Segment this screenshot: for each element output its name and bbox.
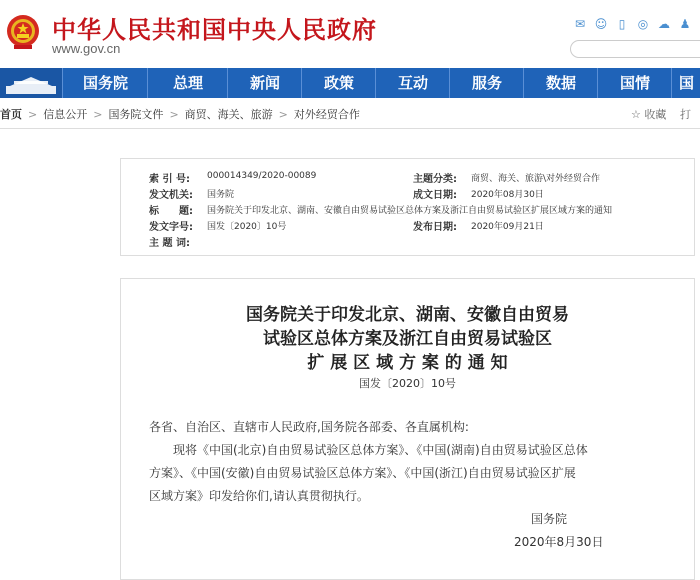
pubdate-label: 发布日期: xyxy=(413,222,457,233)
collect-button[interactable]: ☆ 收藏 xyxy=(631,108,667,121)
site-header xyxy=(0,0,700,68)
tiananmen-icon xyxy=(0,68,62,98)
print-button[interactable]: 打 xyxy=(680,108,691,121)
mail-icon[interactable]: ✉ xyxy=(574,17,586,31)
nav-item-guoqing[interactable]: 国情 xyxy=(597,68,672,98)
breadcrumb-separator: > xyxy=(28,108,38,121)
index-label: 索 引 号: xyxy=(149,174,190,185)
nav-item-hudong[interactable]: 互动 xyxy=(375,68,450,98)
top-icons xyxy=(573,17,692,31)
title-label: 标 题: xyxy=(149,206,193,217)
site-title[interactable]: 中华人民共和国中央人民政府 xyxy=(52,16,377,44)
breadcrumb-shangmao[interactable]: 商贸、海关、旅游 xyxy=(184,108,273,121)
site-url[interactable]: www.gov.cn xyxy=(52,41,121,56)
breadcrumb-separator: > xyxy=(169,108,179,121)
body-line: 方案》、《中国(安徽)自由贸易试验区总体方案》、《中国(浙江)自由贸易试验区扩展 xyxy=(149,466,576,480)
nav-item-zongli[interactable]: 总理 xyxy=(147,68,228,98)
document-number: 国发〔2020〕10号 xyxy=(359,377,456,390)
document-title xyxy=(121,303,694,375)
breadcrumb-home[interactable]: 首页 xyxy=(0,108,22,121)
breadcrumb xyxy=(0,106,360,122)
document-title-line: 试验区总体方案及浙江自由贸易试验区 xyxy=(263,329,552,349)
title-value: 国务院关于印发北京、湖南、安徽自由贸易试验区总体方案及浙江自由贸易试验区扩展区域方案的通知 xyxy=(207,206,613,216)
pubdate-value: 2020年09月21日 xyxy=(471,222,544,232)
breadcrumb-xinxigongkai[interactable]: 信息公开 xyxy=(43,108,88,121)
date-value: 2020年08月30日 xyxy=(471,190,544,200)
issuer-value: 国务院 xyxy=(207,190,235,200)
docnum-label: 发文字号: xyxy=(149,222,193,233)
chat-icon[interactable]: ☺ xyxy=(594,17,608,31)
index-value: 000014349/2020-00089 xyxy=(207,171,317,181)
nav-item-more[interactable]: 国 xyxy=(671,68,700,98)
salutation: 各省、自治区、直辖市人民政府,国务院各部委、各直属机构: xyxy=(149,420,469,434)
nav-building-icon[interactable] xyxy=(0,68,62,98)
breadcrumb-separator: > xyxy=(278,108,288,121)
body-line: 区域方案》印发给你们,请认真贯彻执行。 xyxy=(149,489,369,503)
category-label: 主题分类: xyxy=(413,174,457,185)
issuer-label: 发文机关: xyxy=(149,190,193,201)
search-input[interactable] xyxy=(570,40,700,58)
document-title-line: 国务院关于印发北京、湖南、安徽自由贸易 xyxy=(246,305,569,325)
main-nav xyxy=(0,68,700,98)
document-info-box xyxy=(120,158,695,256)
breadcrumb-duiwai[interactable]: 对外经贸合作 xyxy=(293,108,360,121)
mobile-icon[interactable]: ▯ xyxy=(618,17,626,31)
wechat-icon[interactable]: ☁ xyxy=(658,17,670,31)
body-line: 现将《中国(北京)自由贸易试验区总体方案》、《中国(湖南)自由贸易试验区总体 xyxy=(173,443,588,457)
nav-item-zhengce[interactable]: 政策 xyxy=(301,68,376,98)
date-label: 成文日期: xyxy=(413,190,457,201)
breadcrumb-guowuyuanwenjian[interactable]: 国务院文件 xyxy=(108,108,164,121)
document-body xyxy=(120,278,695,580)
category-value: 商贸、海关、旅游\对外经贸合作 xyxy=(471,174,601,184)
nav-item-xinwen[interactable]: 新闻 xyxy=(227,68,302,98)
nav-item-shuju[interactable]: 数据 xyxy=(523,68,598,98)
breadcrumb-separator: > xyxy=(93,108,103,121)
docnum-value: 国发〔2020〕10号 xyxy=(207,222,287,232)
keywords-label: 主 题 词: xyxy=(149,238,190,249)
sign-date: 2020年8月30日 xyxy=(514,535,604,549)
user-icon[interactable]: ♟ xyxy=(679,17,691,31)
divider xyxy=(0,128,700,129)
document-title-line: 扩 展 区 域 方 案 的 通 知 xyxy=(307,353,508,373)
nav-item-guowuyuan[interactable]: 国务院 xyxy=(62,68,148,98)
weibo-icon[interactable]: ◎ xyxy=(637,17,649,31)
national-emblem-icon xyxy=(6,14,40,50)
nav-item-fuwu[interactable]: 服务 xyxy=(449,68,524,98)
signature: 国务院 xyxy=(531,512,568,526)
